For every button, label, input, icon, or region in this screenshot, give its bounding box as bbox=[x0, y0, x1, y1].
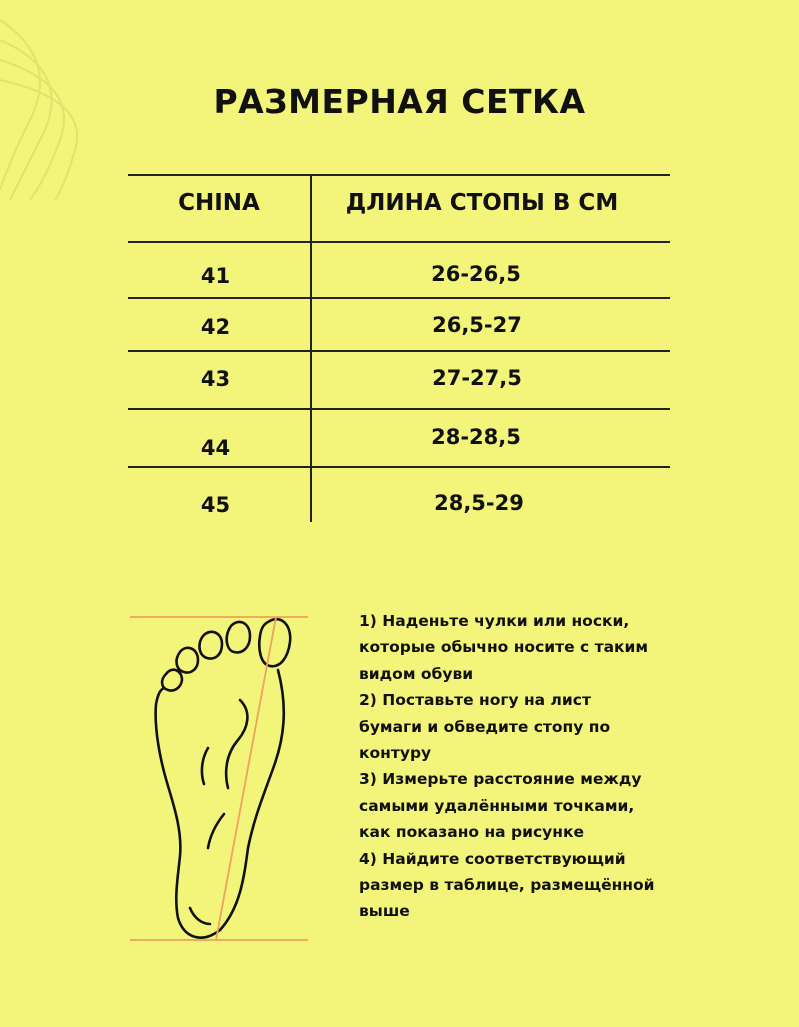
instruction-line: как показано на рисунке bbox=[359, 823, 585, 842]
table-rule bbox=[128, 350, 670, 352]
table-size-cell: 41 bbox=[200, 264, 231, 288]
table-divider bbox=[310, 174, 312, 522]
instruction-line: 4) Найдите соответствующий bbox=[359, 849, 626, 868]
table-length-cell: 28-28,5 bbox=[431, 425, 521, 449]
table-rule bbox=[128, 466, 670, 468]
foot-outline-icon bbox=[128, 608, 310, 948]
instruction-line: бумаги и обведите стопу по bbox=[359, 717, 611, 736]
table-length-cell: 26,5-27 bbox=[432, 313, 522, 337]
instruction-line: 3) Измерьте расстояние между bbox=[359, 770, 642, 789]
instruction-line: 1) Наденьте чулки или носки, bbox=[359, 612, 630, 630]
table-rule bbox=[128, 241, 670, 243]
instruction-line: размер в таблице, размещённой bbox=[359, 876, 655, 895]
table-length-cell: 27-27,5 bbox=[432, 366, 522, 390]
table-rule bbox=[128, 174, 670, 176]
page-title: РАЗМЕРНАЯ СЕТКА bbox=[213, 82, 586, 121]
instruction-line: самыми удалёнными точками, bbox=[359, 796, 635, 815]
size-table bbox=[128, 174, 670, 522]
table-size-cell: 44 bbox=[200, 436, 231, 460]
instruction-line: контуру bbox=[359, 744, 432, 763]
instruction-line: 2) Поставьте ногу на лист bbox=[359, 691, 591, 710]
header-foot-length: ДЛИНА СТОПЫ В СМ bbox=[345, 190, 619, 216]
table-rule bbox=[128, 297, 670, 299]
table-length-cell: 28,5-29 bbox=[434, 491, 524, 515]
table-size-cell: 45 bbox=[200, 493, 231, 517]
instruction-line: выше bbox=[359, 902, 410, 921]
table-size-cell: 42 bbox=[200, 315, 231, 339]
instruction-line: которые обычно носите с таким bbox=[359, 638, 649, 657]
header-china: CHINA bbox=[178, 190, 260, 216]
instruction-line: видом обуви bbox=[359, 664, 474, 683]
table-size-cell: 43 bbox=[200, 367, 231, 391]
table-rule bbox=[128, 408, 670, 410]
table-length-cell: 26-26,5 bbox=[431, 262, 521, 286]
measurement-instructions bbox=[359, 608, 779, 925]
